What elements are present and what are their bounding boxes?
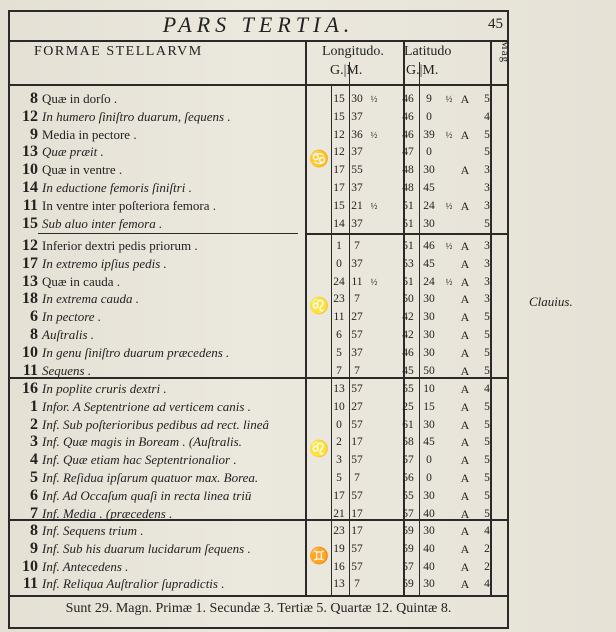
magnitude-value: 5	[484, 472, 490, 484]
magnitude-value: 3	[484, 293, 490, 306]
latitude-minutes: 39	[423, 128, 435, 141]
latitude-minutes: 30	[423, 525, 435, 537]
column-head-rule	[8, 84, 509, 86]
longitude-degrees: 11	[333, 311, 345, 324]
latitude-minutes: 24	[423, 275, 435, 288]
latitude-direction: A	[460, 256, 470, 271]
longitude-degrees: 0	[336, 257, 342, 270]
latitude-degrees: 61	[402, 418, 414, 431]
longitude-minutes: 37	[351, 217, 363, 230]
page-title: PARS TERTIA.	[162, 12, 355, 37]
latitude-direction: A	[460, 524, 470, 538]
magnitude-value: 5	[484, 93, 490, 105]
latitude-direction: A	[460, 363, 470, 378]
latitude-minutes: 40	[423, 542, 435, 555]
latitude-direction: A	[460, 310, 470, 325]
longitude-degrees: 6	[336, 329, 342, 341]
latitude-direction: A	[460, 417, 470, 432]
latitude-degrees: 42	[402, 311, 414, 324]
latitude-degrees: 50	[402, 293, 414, 306]
star-row	[10, 161, 510, 179]
magnitude-value: 2	[484, 542, 490, 555]
latitude-direction: A	[460, 541, 470, 556]
star-row	[10, 237, 510, 255]
longitude-minutes: 57	[351, 329, 363, 341]
star-number: 10	[22, 343, 38, 361]
latitude-degrees: 56	[402, 472, 414, 484]
page-header	[8, 10, 509, 40]
star-row	[10, 575, 510, 593]
latitude-direction: A	[460, 274, 470, 289]
star-number: 18	[22, 290, 38, 308]
magnitude-value: 5	[484, 364, 490, 377]
latitude-minutes: 45	[423, 257, 435, 270]
latitude-fraction: ½	[445, 241, 453, 251]
star-description: Inf. Reliqua Auſtralior ſupradictis .	[42, 576, 225, 592]
latitude-degrees: 47	[402, 146, 414, 159]
margin-note: Clauius.	[529, 294, 573, 309]
latitude-fraction: ½	[445, 200, 453, 211]
longitude-minutes: 37	[351, 182, 363, 194]
star-description: Inf. Sub poſterioribus pedibus ad rect. lineâ	[42, 416, 269, 432]
latitude-minutes: 30	[423, 578, 435, 591]
star-number: 12	[22, 237, 38, 254]
longitude-minutes: 7	[354, 293, 360, 306]
longitude-degrees: 12	[333, 146, 345, 159]
star-description: Quæ præit .	[42, 144, 104, 160]
longitude-minutes: 7	[354, 240, 360, 252]
star-number: 11	[22, 196, 38, 214]
latitude-minutes: 30	[423, 329, 435, 341]
latitude-minutes: 9	[426, 93, 432, 105]
star-row	[10, 380, 510, 398]
header-rule	[8, 40, 509, 42]
longitude-minutes: 57	[351, 418, 363, 431]
longitude-degrees: 17	[333, 182, 345, 194]
star-description: Inferior dextri pedis priorum .	[42, 238, 198, 253]
latitude-direction: A	[460, 399, 470, 414]
latitude-direction: A	[460, 198, 470, 213]
magnitude-value: 5	[484, 346, 490, 359]
star-number: 14	[22, 179, 38, 196]
zodiac-sign-glyph: ♋	[309, 151, 329, 169]
latitude-fraction: ½	[445, 276, 453, 287]
star-number: 8	[30, 90, 38, 107]
longitude-degrees: 23	[333, 293, 345, 306]
star-row	[10, 179, 510, 197]
longitude-degrees: 14	[333, 217, 345, 230]
star-number: 13	[22, 272, 38, 290]
latitude-minutes: 0	[426, 454, 432, 467]
latitude-minutes: 30	[423, 217, 435, 230]
group-rule	[305, 233, 509, 235]
latitude-minutes: 24	[423, 199, 435, 212]
latitude-degrees: 46	[402, 110, 414, 123]
latitude-direction: A	[460, 435, 470, 450]
star-number: 11	[22, 361, 38, 379]
latitude-degrees: 45	[402, 364, 414, 377]
star-description: Inf. Sequens trium .	[42, 523, 144, 538]
page-number: 45	[488, 16, 503, 32]
summary-footer: Sunt 29. Magn. Primæ 1. Secundæ 3. Tertiæ 5. Quartæ 12. Quintæ 8.	[65, 601, 452, 616]
star-description: Inf. Media . (præcedens .	[42, 505, 173, 521]
star-number: 9	[30, 125, 38, 143]
longitude-degrees: 15	[333, 93, 345, 105]
latitude-degrees: 57	[402, 560, 414, 573]
star-row	[10, 326, 510, 344]
star-row	[10, 108, 510, 126]
latitude-degrees: 46	[402, 346, 414, 359]
star-row	[10, 255, 510, 273]
longitude-degrees: 17	[333, 164, 345, 177]
col-longitudo: Longitudo.	[322, 44, 384, 59]
star-number: 17	[22, 254, 38, 272]
latitude-direction: A	[460, 292, 470, 307]
star-row	[10, 273, 510, 291]
latitude-direction: A	[460, 488, 470, 503]
latitude-direction: A	[460, 345, 470, 360]
longitude-degrees: 10	[333, 400, 345, 413]
magnitude-value: 5	[484, 311, 490, 324]
latitude-degrees: 57	[402, 507, 414, 520]
star-row	[10, 487, 510, 505]
star-number: 9	[30, 539, 38, 557]
latitude-minutes: 30	[423, 346, 435, 359]
latitude-degrees: 53	[402, 257, 414, 270]
longitude-minutes: 7	[354, 578, 360, 591]
col-magnitude: Mag	[499, 40, 511, 64]
longitude-degrees: 24	[333, 275, 345, 288]
star-number: 6	[30, 308, 38, 326]
longitude-minutes: 57	[351, 489, 363, 502]
longitude-fraction: ½	[370, 94, 378, 104]
magnitude-value: 3	[484, 182, 490, 194]
longitude-minutes: 30	[351, 93, 363, 105]
longitude-minutes: 36	[351, 128, 363, 141]
magnitude-value: 5	[484, 507, 490, 520]
star-description: Media in pectore .	[42, 126, 137, 142]
latitude-minutes: 15	[423, 400, 435, 413]
longitude-minutes: 57	[351, 542, 363, 555]
footer-rule	[8, 595, 509, 597]
star-description: Quæ in ventre .	[42, 162, 123, 178]
latitude-fraction: ½	[445, 94, 453, 104]
zodiac-sign-glyph: ♌	[309, 298, 329, 316]
star-row	[10, 362, 510, 380]
longitude-minutes: 57	[351, 560, 363, 573]
latitude-direction: A	[460, 328, 470, 342]
longitude-minutes: 17	[351, 507, 363, 520]
star-row	[10, 143, 510, 161]
star-description: In genu ſiniſtro duarum præcedens .	[42, 344, 230, 360]
longitude-degrees: 5	[336, 472, 342, 484]
longitude-degrees: 7	[336, 364, 342, 377]
longitude-degrees: 23	[333, 525, 345, 537]
col-latitudo-sub: G.|M.	[406, 63, 439, 78]
longitude-degrees: 17	[333, 489, 345, 502]
star-description: In pectore .	[42, 309, 102, 325]
star-description: In extrema cauda .	[42, 291, 139, 307]
star-number: 10	[22, 557, 38, 575]
latitude-degrees: 58	[402, 436, 414, 449]
longitude-minutes: 7	[354, 472, 360, 484]
magnitude-value: 5	[484, 128, 490, 141]
star-description: Inf. Quæ etiam hac Septentrionalior .	[42, 452, 237, 468]
magnitude-value: 5	[484, 418, 490, 431]
latitude-minutes: 0	[426, 110, 432, 123]
star-description: Inf. Quæ magis in Boream . (Auſtralis.	[42, 434, 242, 450]
star-row	[10, 126, 510, 144]
magnitude-value: 2	[484, 560, 490, 573]
longitude-fraction: ½	[370, 200, 378, 211]
magnitude-value: 4	[484, 383, 490, 395]
latitude-direction: A	[460, 127, 470, 142]
latitude-direction: A	[460, 559, 470, 574]
star-description: Inf. Reſidua ipſarum quatuor max. Borea.	[42, 470, 259, 485]
longitude-degrees: 2	[336, 436, 342, 449]
latitude-minutes: 30	[423, 164, 435, 177]
longitude-degrees: 13	[333, 383, 345, 395]
star-number: 10	[22, 161, 38, 179]
magnitude-value: 5	[484, 217, 490, 230]
star-row	[10, 505, 510, 523]
col-longitudo-sub: G.|M.	[330, 63, 363, 78]
latitude-degrees: 46	[402, 93, 414, 105]
star-description: In ventre inter poſteriora femora .	[42, 197, 216, 213]
longitude-minutes: 27	[351, 400, 363, 413]
star-row	[10, 558, 510, 576]
star-description: In poplite cruris dextri .	[42, 381, 167, 396]
magnitude-value: 3	[484, 275, 490, 288]
longitude-degrees: 15	[333, 110, 345, 123]
magnitude-value: 4	[484, 578, 490, 591]
longitude-minutes: 27	[351, 311, 363, 324]
star-row	[10, 522, 510, 540]
magnitude-value: 4	[484, 110, 490, 123]
longitude-minutes: 57	[351, 383, 363, 395]
latitude-degrees: 51	[402, 240, 414, 252]
star-description: In extremo ipſius pedis .	[42, 255, 167, 271]
longitude-minutes: 37	[351, 257, 363, 270]
star-description: Infor. A Septentrione ad verticem canis .	[42, 398, 251, 414]
star-row	[10, 540, 510, 558]
star-description: In humero ſiniſtro duarum, ſequens .	[42, 108, 231, 124]
longitude-minutes: 55	[351, 164, 363, 177]
latitude-fraction: ½	[445, 129, 453, 140]
longitude-degrees: 16	[333, 560, 345, 573]
star-number: 13	[22, 143, 38, 161]
star-number: 8	[30, 522, 38, 539]
magnitude-value: 3	[484, 164, 490, 177]
latitude-minutes: 10	[423, 383, 435, 395]
star-row	[10, 290, 510, 308]
star-number: 6	[30, 486, 38, 504]
magnitude-value: 5	[484, 400, 490, 413]
star-description: Inf. Ad Occaſum quaſi in recta linea triū	[42, 487, 252, 503]
latitude-minutes: 40	[423, 560, 435, 573]
latitude-degrees: 51	[402, 275, 414, 288]
longitude-fraction: ½	[370, 276, 378, 287]
star-number: 5	[30, 469, 38, 486]
magnitude-value: 5	[484, 454, 490, 467]
latitude-direction: A	[460, 239, 470, 253]
longitude-degrees: 0	[336, 418, 342, 431]
longitude-minutes: 17	[351, 436, 363, 449]
longitude-minutes: 57	[351, 454, 363, 467]
longitude-fraction: ½	[370, 129, 378, 140]
star-description: Sequens .	[42, 362, 92, 378]
longitude-degrees: 3	[336, 454, 342, 467]
latitude-minutes: 0	[426, 472, 432, 484]
star-row	[10, 215, 510, 233]
magnitude-value: 3	[484, 257, 490, 270]
latitude-degrees: 59	[402, 578, 414, 591]
latitude-degrees: 51	[402, 217, 414, 230]
star-row	[10, 197, 510, 215]
magnitude-value: 5	[484, 489, 490, 502]
col-formae: FORMAE STELLARVM	[34, 44, 203, 59]
star-description: Sub aluo inter femora .	[42, 215, 163, 231]
latitude-degrees: 55	[402, 489, 414, 502]
longitude-minutes: 11	[351, 275, 363, 288]
latitude-direction: A	[460, 163, 470, 178]
star-row	[10, 398, 510, 416]
latitude-minutes: 30	[423, 489, 435, 502]
longitude-minutes: 37	[351, 346, 363, 359]
latitude-degrees: 57	[402, 454, 414, 467]
star-number: 2	[30, 415, 38, 433]
star-row	[10, 90, 510, 108]
longitude-degrees: 12	[333, 128, 345, 141]
star-number: 16	[22, 380, 38, 397]
magnitude-value: 5	[484, 436, 490, 449]
latitude-minutes: 45	[423, 182, 435, 194]
latitude-degrees: 55	[402, 383, 414, 395]
latitude-degrees: 42	[402, 329, 414, 341]
longitude-minutes: 37	[351, 146, 363, 159]
latitude-degrees: 48	[402, 164, 414, 177]
latitude-minutes: 30	[423, 418, 435, 431]
latitude-direction: A	[460, 453, 470, 468]
latitude-degrees: 25	[402, 400, 414, 413]
zodiac-sign-glyph: ♊	[309, 547, 329, 565]
latitude-minutes: 0	[426, 146, 432, 159]
latitude-minutes: 46	[423, 240, 435, 252]
magnitude-value: 5	[484, 146, 490, 159]
latitude-degrees: 59	[402, 542, 414, 555]
longitude-minutes: 7	[354, 364, 360, 377]
longitude-degrees: 19	[333, 542, 345, 555]
latitude-direction: A	[460, 382, 470, 396]
latitude-minutes: 40	[423, 507, 435, 520]
longitude-minutes: 37	[351, 110, 363, 123]
star-row	[10, 451, 510, 469]
latitude-minutes: 50	[423, 364, 435, 377]
star-row	[10, 469, 510, 487]
magnitude-value: 3	[484, 240, 490, 252]
longitude-degrees: 1	[336, 240, 342, 252]
star-description: Quæ in dorſo .	[42, 91, 118, 106]
star-description: Inf. Sub his duarum lucidarum ſequens .	[42, 540, 251, 556]
star-number: 7	[30, 504, 38, 522]
longitude-degrees: 21	[333, 507, 345, 520]
star-number: 1	[30, 397, 38, 415]
star-description: Auſtralis .	[42, 327, 95, 342]
zodiac-sign-glyph: ♌	[309, 441, 329, 459]
longitude-degrees: 5	[336, 346, 342, 359]
star-row	[10, 416, 510, 434]
latitude-direction: A	[460, 506, 470, 521]
longitude-minutes: 17	[351, 525, 363, 537]
star-number: 3	[30, 433, 38, 451]
col-latitudo: Latitudo	[404, 44, 452, 59]
latitude-direction: A	[460, 471, 470, 485]
group-rule	[38, 233, 298, 234]
star-number: 4	[30, 451, 38, 469]
latitude-degrees: 59	[402, 525, 414, 537]
magnitude-value: 3	[484, 199, 490, 212]
star-description: Inf. Antecedens .	[42, 558, 129, 574]
latitude-minutes: 30	[423, 293, 435, 306]
magnitude-value: 5	[484, 329, 490, 341]
latitude-degrees: 51	[402, 199, 414, 212]
longitude-minutes: 21	[351, 199, 363, 212]
star-row	[10, 344, 510, 362]
longitude-degrees: 13	[333, 578, 345, 591]
latitude-minutes: 30	[423, 311, 435, 324]
longitude-degrees: 15	[333, 199, 345, 212]
latitude-degrees: 46	[402, 128, 414, 141]
latitude-direction: A	[460, 92, 470, 106]
star-number: 15	[22, 214, 38, 232]
star-row	[10, 433, 510, 451]
latitude-degrees: 48	[402, 182, 414, 194]
star-number: 11	[22, 575, 38, 593]
magnitude-value: 4	[484, 525, 490, 537]
star-number: 12	[22, 107, 38, 125]
star-description: Quæ in cauda .	[42, 273, 120, 289]
latitude-minutes: 45	[423, 436, 435, 449]
star-row	[10, 308, 510, 326]
star-description: In eductione femoris ſiniſtri .	[42, 180, 192, 195]
star-number: 8	[30, 326, 38, 343]
latitude-direction: A	[460, 577, 470, 592]
